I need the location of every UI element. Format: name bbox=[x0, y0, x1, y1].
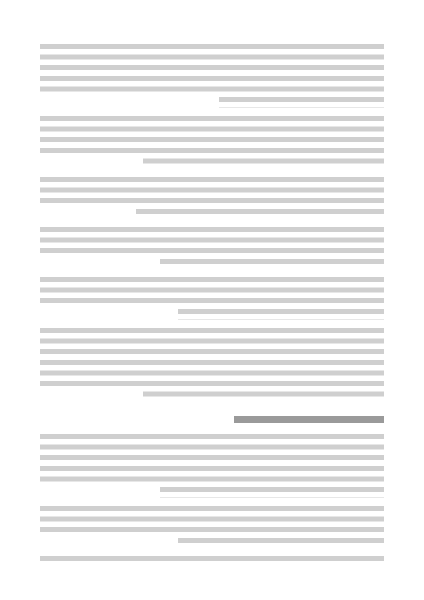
paragraph-5 bbox=[40, 277, 384, 319]
document-page bbox=[40, 44, 384, 564]
section-heading bbox=[40, 416, 384, 428]
paragraph-2 bbox=[40, 116, 384, 169]
paragraph-6 bbox=[40, 328, 384, 402]
paragraph-4 bbox=[40, 227, 384, 269]
paragraph-9 bbox=[40, 556, 384, 564]
paragraph-1 bbox=[40, 44, 384, 108]
paragraph-3 bbox=[40, 177, 384, 219]
paragraph-8 bbox=[40, 506, 384, 548]
paragraph-7 bbox=[40, 434, 384, 498]
